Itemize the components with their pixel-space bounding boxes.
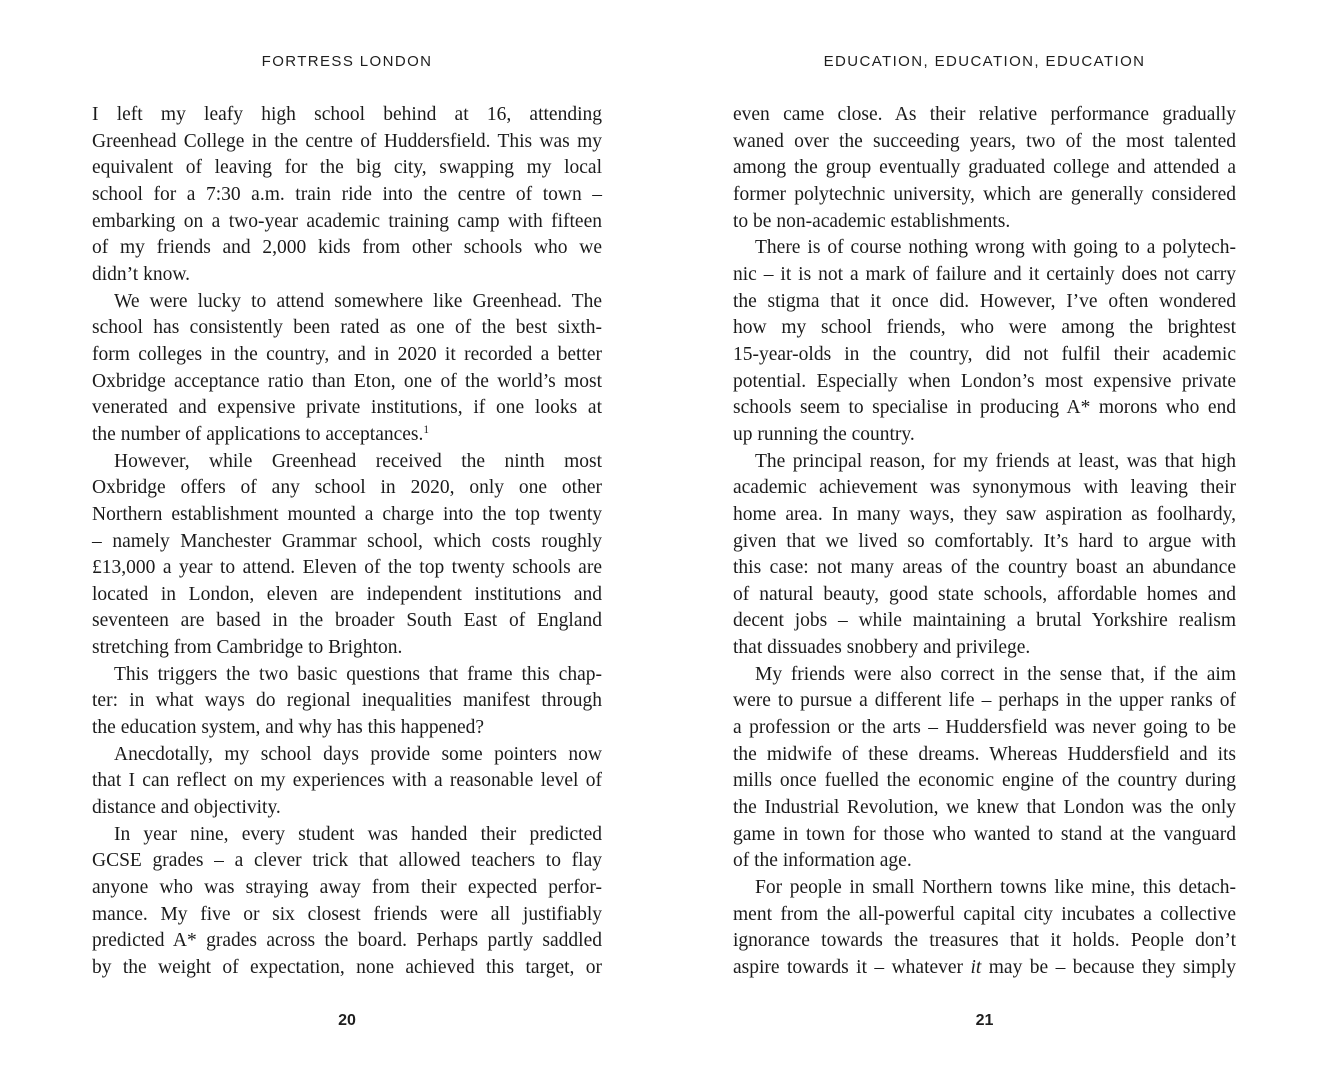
paragraph [733, 875, 1236, 982]
text-line: stretching from Cambridge to Brighton. [92, 637, 403, 659]
text-line: £13,000 a year to attend. Eleven of the top twenty schools are [92, 557, 602, 579]
text-line: ignorance towards the treasures that it holds. People don’t [733, 930, 1236, 952]
emphasis: it [970, 957, 982, 978]
text-line: school for a 7:30 a.m. train ride into the centre of town – [92, 183, 602, 205]
text-line: decent jobs – while maintaining a brutal Yorkshire realism [733, 610, 1236, 632]
text-line: by the weight of expectation, none achieved this target, or [92, 957, 602, 978]
paragraph [92, 742, 602, 822]
paragraph [92, 822, 602, 982]
footnote-reference: 1 [423, 424, 430, 437]
text-line: of my friends and 2,000 kids from other schools who we [92, 237, 602, 259]
right-page [733, 0, 1236, 1080]
text-line: mance. My five or six closest friends were all justifiably [92, 903, 602, 925]
text-run: the number of applications to acceptances. [92, 423, 424, 445]
text-line: anyone who was straying away from their expected perfor- [92, 877, 602, 899]
text-line: form colleges in the country, and in 2020 it recorded a better [92, 343, 602, 365]
text-line: even came close. As their relative performance gradually [733, 104, 1236, 125]
text-line [733, 955, 1236, 982]
text-line: game in town for those who wanted to stand at the vanguard [733, 823, 1236, 845]
text-line: Oxbridge acceptance ratio than Eton, one of the world’s most [92, 370, 602, 392]
running-head: EDUCATION, EDUCATION, EDUCATION [823, 53, 1146, 70]
page-number: 20 [338, 1012, 356, 1029]
text-line: school has consistently been rated as one of the best sixth- [92, 317, 602, 339]
text-line: up running the country. [733, 423, 915, 445]
text-line: a profession or the arts – Huddersfield was never going to be [733, 717, 1236, 739]
text-line: the Industrial Revolution, we knew that London was the only [733, 797, 1236, 819]
paragraph [92, 449, 602, 662]
text-line: 15-year-olds in the country, did not fulfil their academic [733, 343, 1236, 365]
text-line: given that we lived so comfortably. It’s hard to argue with [733, 530, 1236, 552]
text-line: predicted A* grades across the board. Perhaps partly saddled [92, 930, 602, 952]
body-text [92, 102, 602, 982]
text-line [92, 422, 602, 449]
text-line: venerated and expensive private institutions, if one looks at [92, 397, 602, 419]
text-line: home area. In many ways, they saw aspiration as foolhardy, [733, 503, 1236, 525]
text-line: potential. Especially when London’s most expensive private [733, 370, 1236, 392]
text-line: equivalent of leaving for the big city, swapping my local [92, 157, 602, 179]
body-text [733, 102, 1236, 982]
paragraph [733, 449, 1236, 662]
paragraph [92, 662, 602, 742]
text-line: that I can reflect on my experiences with a reasonable level of [92, 770, 602, 792]
text-line: located in London, eleven are independent institutions and [92, 583, 602, 605]
text-line: In year nine, every student was handed their predicted [114, 823, 602, 845]
running-head: FORTRESS LONDON [261, 53, 433, 70]
text-line: – namely Manchester Grammar school, which costs roughly [92, 530, 602, 552]
text-line: among the group eventually graduated college and attended a [733, 157, 1236, 179]
text-line: of natural beauty, good state schools, affordable homes and [733, 583, 1236, 605]
text-line: Anecdotally, my school days provide some pointers now [114, 743, 602, 765]
text-line: However, while Greenhead received the ninth most [114, 450, 602, 472]
text-line: embarking on a two-year academic training camp with fifteen [92, 210, 602, 232]
text-line: We were lucky to attend somewhere like Greenhead. The [114, 290, 602, 312]
text-line: the education system, and why has this happened? [92, 717, 485, 739]
text-line: academic achievement was synonymous with leaving their [733, 477, 1236, 499]
text-line: that dissuades snobbery and privilege. [733, 637, 1031, 659]
text-line: My friends were also correct in the sense that, if the aim [755, 663, 1236, 685]
text-line: There is of course nothing wrong with going to a polytech- [755, 237, 1236, 259]
text-line: didn’t know. [92, 263, 191, 285]
paragraph [92, 102, 602, 289]
text-line: how my school friends, who were among the brightest [733, 317, 1236, 339]
text-run: aspire towards it – whatever [733, 957, 971, 978]
text-line: I left my leafy high school behind at 16, attending [92, 104, 602, 125]
paragraph [733, 662, 1236, 875]
text-line: waned over the succeeding years, two of the most talented [733, 130, 1236, 152]
text-line: mills once fuelled the economic engine of the country during [733, 770, 1236, 792]
page-number: 21 [975, 1012, 994, 1029]
text-line: Northern establishment mounted a charge into the top twenty [92, 503, 602, 525]
text-run: may be – because they simply [981, 957, 1236, 978]
text-line: the stigma that it once did. However, I’ve often wondered [733, 290, 1236, 312]
text-line: The principal reason, for my friends at least, was that high [755, 450, 1236, 472]
text-line: were to pursue a different life – perhaps in the upper ranks of [733, 690, 1236, 712]
paragraph [733, 235, 1236, 448]
text-line: this case: not many areas of the country boast an abundance [733, 557, 1236, 579]
text-line: former polytechnic university, which are generally considered [733, 183, 1236, 205]
text-line: of the information age. [733, 850, 912, 872]
left-page [92, 0, 602, 1080]
text-line: ter: in what ways do regional inequalities manifest through [92, 690, 602, 712]
text-line: to be non-academic establishments. [733, 210, 1011, 232]
text-line: distance and objectivity. [92, 797, 281, 819]
text-line: the midwife of these dreams. Whereas Huddersfield and its [733, 743, 1236, 765]
text-line: ment from the all-powerful capital city incubates a collective [733, 903, 1236, 925]
text-line: Oxbridge offers of any school in 2020, only one other [92, 477, 602, 499]
text-line: This triggers the two basic questions that frame this chap- [114, 663, 602, 685]
text-line: nic – it is not a mark of failure and it certainly does not carry [733, 263, 1236, 285]
text-line: Greenhead College in the centre of Huddersfield. This was my [92, 130, 602, 152]
paragraph [733, 102, 1236, 235]
text-line: seventeen are based in the broader South East of England [92, 610, 602, 632]
text-line: schools seem to specialise in producing A* morons who end [733, 397, 1236, 419]
text-line: GCSE grades – a clever trick that allowed teachers to flay [92, 850, 602, 872]
paragraph [92, 289, 602, 449]
text-line: For people in small Northern towns like mine, this detach- [755, 877, 1236, 899]
